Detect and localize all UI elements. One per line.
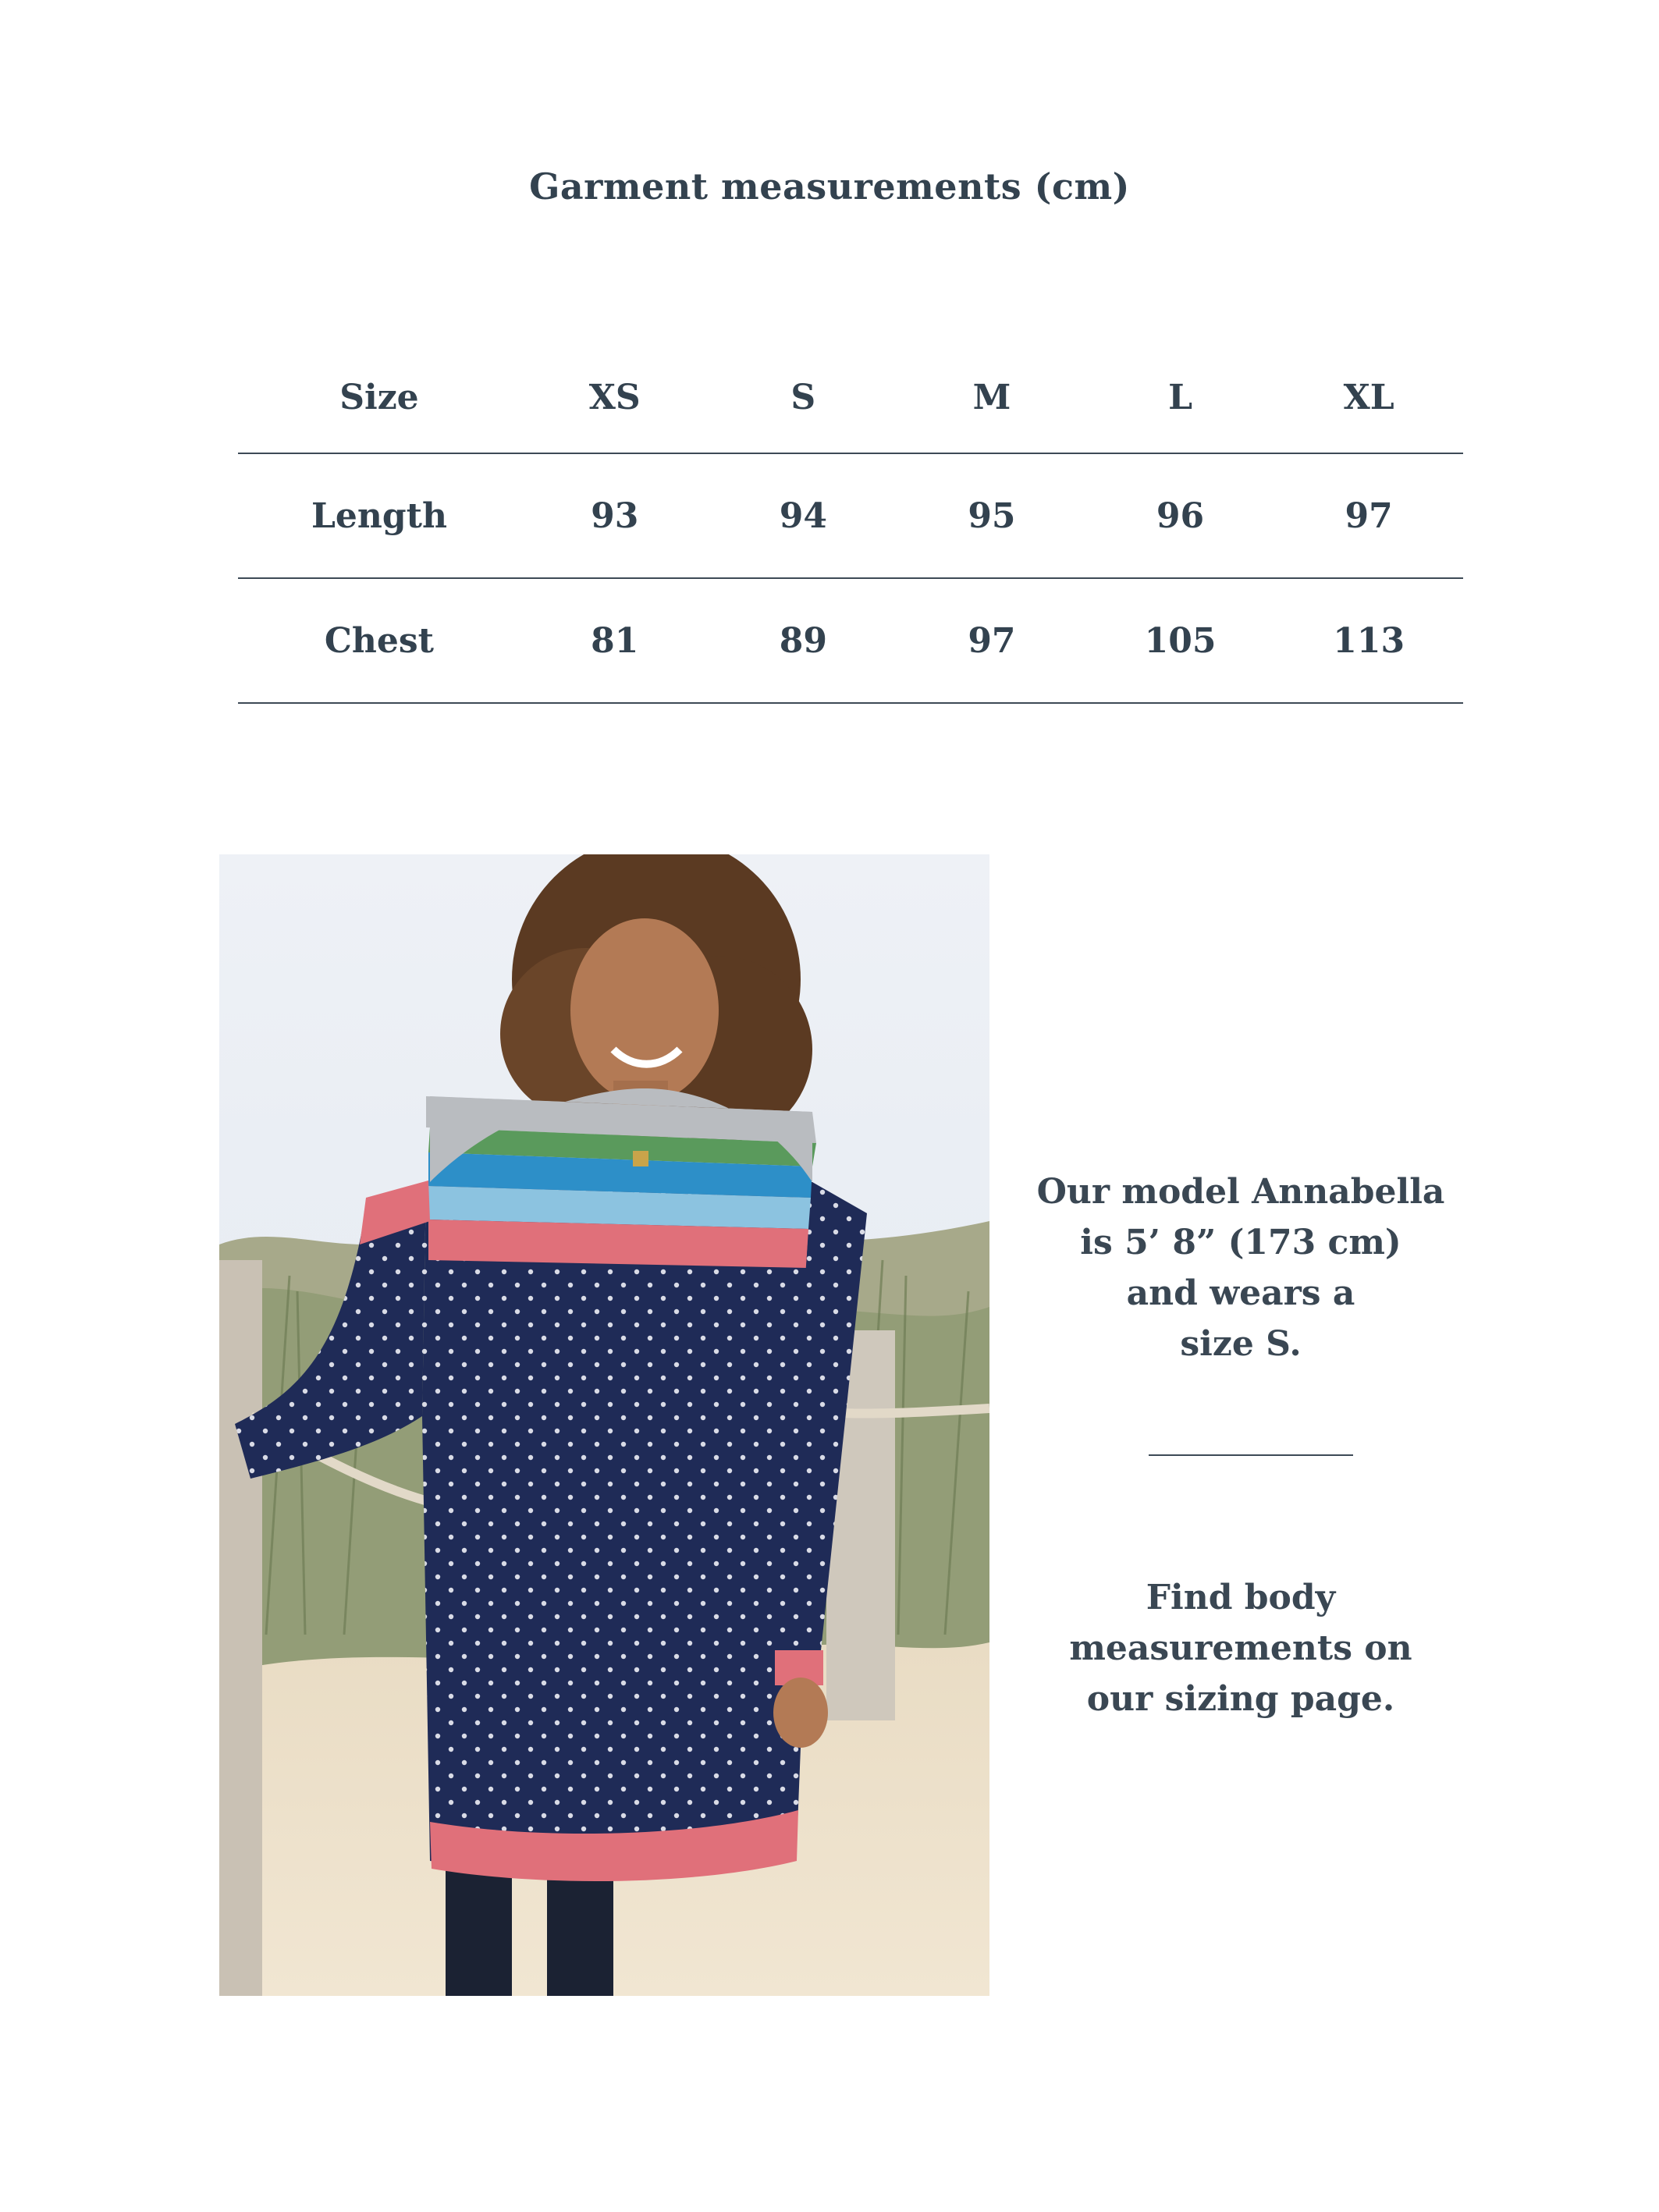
table-cell: 105 — [1144, 620, 1217, 661]
header-l: L — [1168, 377, 1192, 417]
table-cell: 89 — [779, 620, 827, 661]
model-info — [1007, 1166, 1475, 1369]
table-cell: 96 — [1156, 495, 1205, 536]
model-photo — [219, 854, 989, 1996]
divider — [1149, 1454, 1353, 1456]
page-title: Garment measurements (cm) — [529, 165, 1130, 208]
model-info-line: Our model Annabella — [1036, 1172, 1445, 1212]
table-cell: 113 — [1333, 620, 1405, 661]
table-cell: 93 — [591, 495, 639, 536]
header-xs: XS — [588, 377, 641, 417]
table-cell: 94 — [779, 495, 827, 536]
header-xl: XL — [1343, 377, 1394, 417]
table-row — [238, 453, 1463, 578]
model-info-line: and wears a — [1126, 1273, 1355, 1313]
header-size: Size — [339, 377, 419, 417]
sizing-note-line: our sizing page. — [1086, 1679, 1395, 1719]
row-label-length: Length — [311, 495, 447, 536]
model-photo-illustration — [219, 854, 989, 1996]
row-label-chest: Chest — [324, 620, 434, 661]
table-header-row — [238, 336, 1463, 453]
table-cell: 81 — [591, 620, 639, 661]
header-m: M — [972, 377, 1011, 417]
sizing-page-note[interactable] — [1007, 1572, 1475, 1724]
model-info-line: size S. — [1180, 1324, 1302, 1364]
sizing-note-line: Find body — [1146, 1578, 1336, 1617]
size-chart-table — [238, 336, 1463, 704]
model-info-line: is 5’ 8” (173 cm) — [1080, 1223, 1401, 1262]
header-s: S — [790, 377, 816, 417]
table-cell: 97 — [1345, 495, 1393, 536]
table-row — [238, 578, 1463, 703]
sizing-note-line: measurements on — [1069, 1628, 1412, 1668]
table-cell: 97 — [968, 620, 1016, 661]
table-cell: 95 — [968, 495, 1016, 536]
